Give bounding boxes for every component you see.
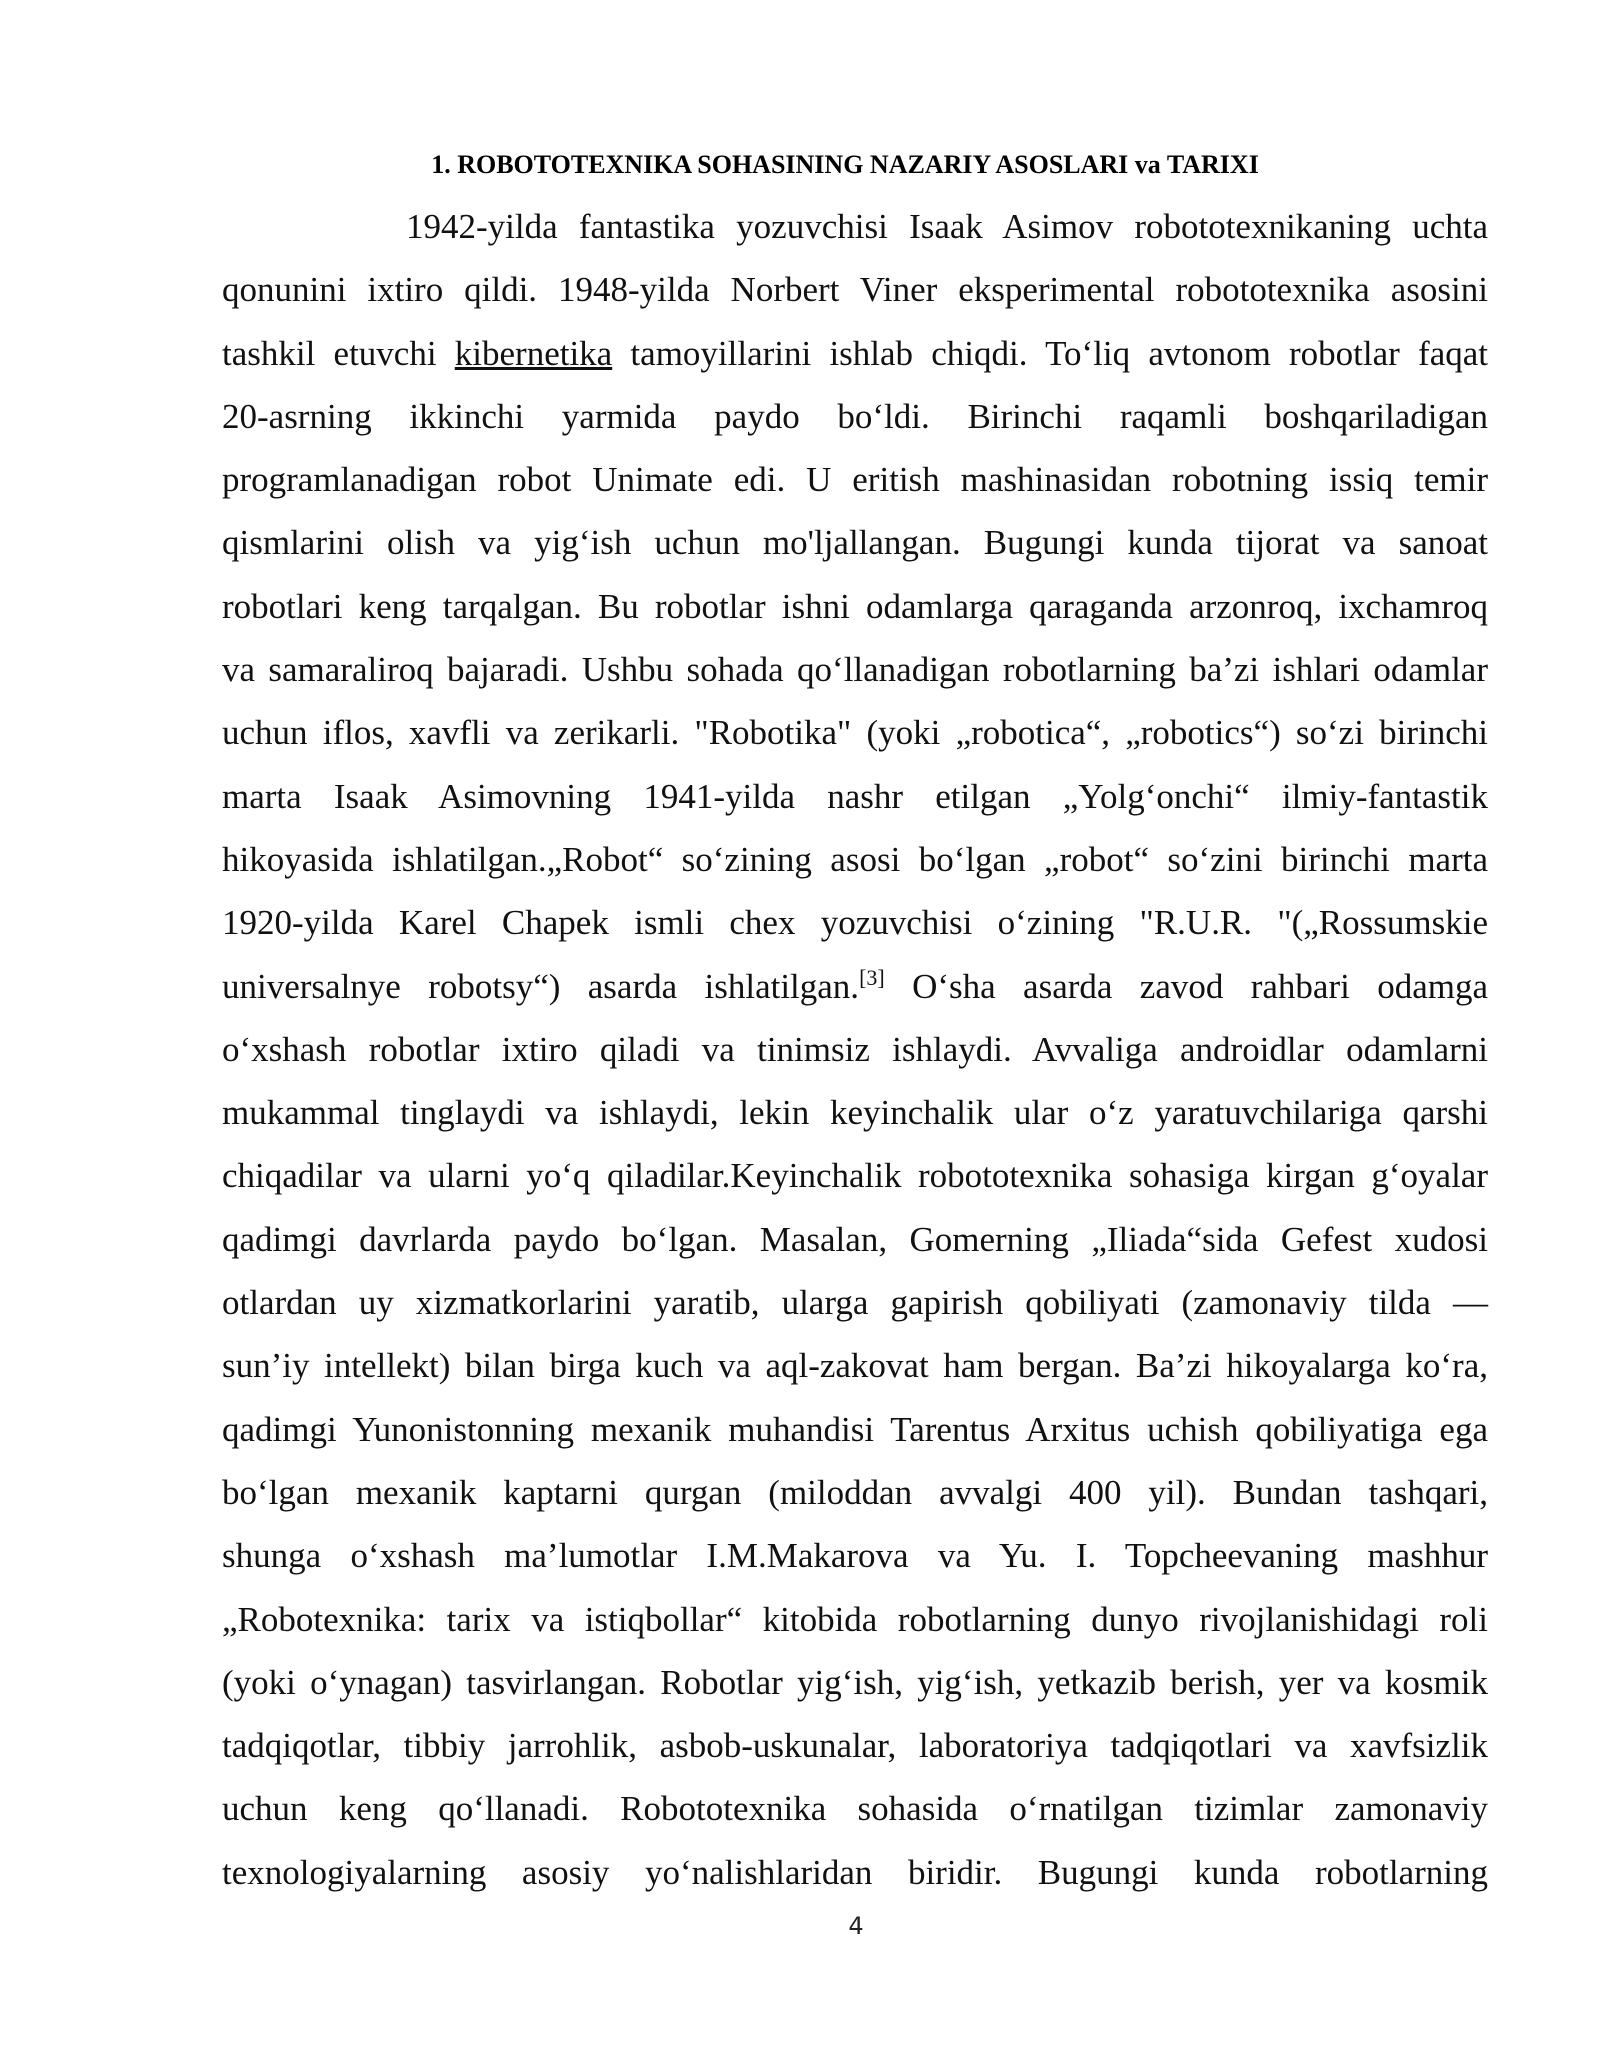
paragraph-line: „Robotexnika: tarix va istiqbollar“ kitobida robotlarning dunyo rivojlanishidagi roli (222, 1599, 1488, 1639)
paragraph-line: bo‘lgan mexanik kaptarni qurgan (miloddan avvalgi 400 yil). Bundan tashqari, (222, 1472, 1488, 1512)
paragraph-line: mukammal tinglaydi va ishlaydi, lekin keyinchalik ular o‘z yaratuvchilariga qarshi (222, 1093, 1488, 1133)
text-segment: tashkil etuvchi (222, 333, 455, 373)
paragraph-line-with-link (222, 322, 1488, 385)
paragraph-line: va samaraliroq bajaradi. Ushbu sohada qo‘llanadigan robotlarning ba’zi ishlari odamlar (222, 650, 1488, 690)
body-paragraph (222, 195, 1488, 1904)
reference-mark[interactable]: [3] (859, 964, 885, 990)
text-segment: O‘sha asarda zavod rahbari odamga (884, 966, 1488, 1006)
paragraph-line: programlanadigan robot Unimate edi. U eritish mashinasidan robotning issiq temir (222, 460, 1488, 500)
paragraph-line: uchun keng qo‘llanadi. Robototexnika sohasida o‘rnatilgan tizimlar zamonaviy (222, 1789, 1488, 1829)
paragraph-line: qadimgi davrlarda paydo bo‘lgan. Masalan, Gomerning „Iliada“sida Gefest xudosi (222, 1219, 1488, 1259)
text-segment: tamoyillarini ishlab chiqdi. To‘liq avtonom robotlar faqat (612, 333, 1488, 373)
paragraph-line: chiqadilar va ularni yo‘q qiladilar.Keyinchalik robototexnika sohasiga kirgan g‘oyalar (222, 1156, 1488, 1196)
paragraph-line: otlardan uy xizmatkorlarini yaratib, ularga gapirish qobiliyati (zamonaviy tilda — (222, 1283, 1488, 1323)
paragraph-line: qismlarini olish va yig‘ish uchun mo'ljallangan. Bugungi kunda tijorat va sanoat (222, 523, 1488, 563)
section-heading: 1. ROBOTOTEXNIKA SOHASINING NAZARIY ASOSLARI va TARIXI (431, 150, 1259, 179)
paragraph-line: o‘xshash robotlar ixtiro qiladi va tinimsiz ishlaydi. Avvaliga androidlar odamlarni (222, 1029, 1488, 1069)
paragraph-line: uchun iflos, xavfli va zerikarli. "Robotika" (yoki „robotica“, „robotics“) so‘zi birinchi (222, 713, 1488, 753)
paragraph-line: sun’iy intellekt) bilan birga kuch va aql-zakovat ham bergan. Ba’zi hikoyalarga ko‘ra, (222, 1346, 1488, 1386)
paragraph-line: qonunini ixtiro qildi. 1948-yilda Norbert Viner eksperimental robototexnika asosini (222, 270, 1488, 310)
kibernetika-link[interactable]: kibernetika (454, 333, 613, 373)
paragraph-line: robotlari keng tarqalgan. Bu robotlar ishni odamlarga qaraganda arzonroq, ixchamroq (222, 586, 1488, 626)
page-number: 4 (848, 1912, 864, 1940)
paragraph-line: 1942-yilda fantastika yozuvchisi Isaak Asimov robototexnikaning uchta (406, 207, 1488, 246)
paragraph-line: marta Isaak Asimovning 1941-yilda nashr etilgan „Yolg‘onchi“ ilmiy-fantastik (222, 776, 1488, 816)
paragraph-line: hikoyasida ishlatilgan.„Robot“ so‘zining asosi bo‘lgan „robot“ so‘zini birinchi marta (222, 839, 1488, 879)
paragraph-line-with-reference (222, 955, 1488, 1018)
paragraph-line: texnologiyalarning asosiy yo‘nalishlaridan biridir. Bugungi kunda robotlarning (222, 1852, 1488, 1892)
paragraph-line: (yoki o‘ynagan) tasvirlangan. Robotlar yig‘ish, yig‘ish, yetkazib berish, yer va kosmik (222, 1662, 1488, 1702)
paragraph-line: shunga o‘xshash ma’lumotlar I.M.Makarova va Yu. I. Topcheevaning mashhur (222, 1536, 1488, 1576)
paragraph-line: 20-asrning ikkinchi yarmida paydo bo‘ldi. Birinchi raqamli boshqariladigan (222, 396, 1488, 436)
paragraph-line: 1920-yilda Karel Chapek ismli chex yozuvchisi o‘zining "R.U.R. "(„Rossumskie (222, 903, 1488, 943)
text-segment: universalnye robotsy“) asarda ishlatilgan. (222, 966, 860, 1006)
paragraph-line: tadqiqotlar, tibbiy jarrohlik, asbob-uskunalar, laboratoriya tadqiqotlari va xavfsizlik (222, 1726, 1488, 1766)
paragraph-line: qadimgi Yunonistonning mexanik muhandisi Tarentus Arxitus uchish qobiliyatiga ega (222, 1409, 1488, 1449)
